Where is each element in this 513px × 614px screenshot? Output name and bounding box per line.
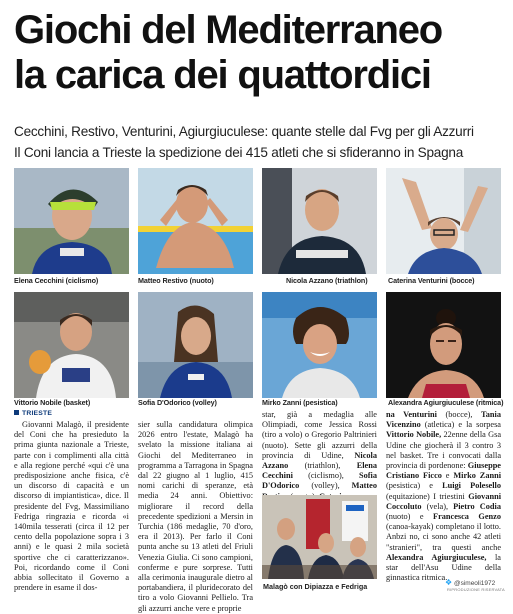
copyright-notice: RIPRODUZIONE RISERVATA xyxy=(447,587,505,592)
subheadline xyxy=(14,121,509,163)
photo-cecchini xyxy=(14,168,129,274)
headline-line-1: Giochi del Mediterraneo xyxy=(14,8,443,52)
article-column-1: Giovanni Malagò, il presidente del Coni che ha presieduto la prima giunta nazionale a Trieste, parte con i complimenti alla città e alla regione perché «qui c'è una predisposizione anche fisica, c'è un discorso di capacità e un discorso di impiantistica», dice. Il presidente del Fvg, Massimiliano Fedriga ringrazia e ricorda «i 140mila tesserati (circa il 12 per cento della popolazione sopra i 3 anni) e le quasi 2 mila società sportive che ci caratterizzano». Poi, ricordando come il Coni abbia sollecitato il Governo a prendere in esame il dos- xyxy=(14,420,129,593)
caption-nobile: Vittorio Nobile (basket) xyxy=(14,398,91,407)
article-column-3: star, già a medaglia alle Olimpiadi, come Jessica Rossi (tiro a volo) o Gregorio Paltrinieri (nuoto). Sette gli azzurri della provincia di Udine, Nicola Azzano (triathlon), Elena Cecchini (ciclismo), Sofia D'Odorico (volley), Matteo xyxy=(262,410,378,491)
article-column-2: sier sulla candidatura olimpica 2026 entro l'estate, Malagò ha svelato la missione italiana ai Giochi del Mediterraneo in programma a Tarragona in Spagna dal 22 giugno al 1 luglio, 415 nomi carichi di speranze, età media 24 anni. Obiettivo: migliorare il record della precedente spedizioni a Mersin in Turchia (186 medaglie, 70 d'oro, era il 2013). Per farlo il Coni punta anche su 13 atleti del Friuli Venezia Giulia. Ci sono campioni, conferme e pure sorprese. Tutti alla cerimonia inaugurale dietro al portabandiera, il pluridecorato del tiro a volo Giovanni Pellielo. Tra gli azzurri anche vere e proprie xyxy=(138,420,253,613)
caption-cecchini: Elena Cecchini (ciclismo) xyxy=(14,276,99,285)
section-marker xyxy=(14,410,19,415)
twitter-handle[interactable]: ❖ @simeoli1972 RIPRODUZIONE RISERVATA xyxy=(445,578,505,592)
photo-zanni xyxy=(262,292,377,398)
section-label: TRIESTE xyxy=(14,410,52,417)
caption-azzano: Nicola Azzano (triathlon) xyxy=(286,276,368,285)
photo-venturini xyxy=(386,168,501,274)
bottom-photo-caption: Malagò con Dipiazza e Fedriga xyxy=(263,582,368,591)
headline-line-2: la carica dei quattordici xyxy=(14,53,431,97)
photo-agiurgiuculese xyxy=(386,292,501,398)
caption-restivo: Matteo Restivo (nuoto) xyxy=(138,276,214,285)
photo-restivo xyxy=(138,168,253,274)
caption-agiurgiuculese: Alexandra Agiurgiuculese (ritmica) xyxy=(388,398,504,407)
caption-zanni: Mirko Zanni (pesistica) xyxy=(262,398,338,407)
caption-venturini: Caterina Venturini (bocce) xyxy=(388,276,475,285)
photo-malago xyxy=(262,495,377,579)
photo-dodorico xyxy=(138,292,253,398)
photo-nobile xyxy=(14,292,129,398)
article-column-4: na Venturini (bocce), Tania Vicenzino (atletica) e la sorpesa Vittorio Nobile, 22enne della Gsa Udine che giocherà il 3 contro 3 nel basket. Tre i convocati dalla provincia di pordenone: Giuseppe Cristiano Ficco e Mirko Zanni (pesistica) e Luigi Polesello (equitazione) I triestini Giovanni Coccoluto (vela), Pietro Codia (nuoto) e Francesca Genzo (canoa-kayak) completano il lotto. Anbzi no, ci sono anche 42 atleti "stranieri", tra questi anche Alexandra Agiurgiuculese, la star dell'Asu Udine della ginnastica ritmica. xyxy=(386,410,502,583)
photo-azzano xyxy=(262,168,377,274)
headline xyxy=(14,8,504,98)
twitter-bird-icon: ❖ xyxy=(445,578,453,587)
subheadline-line-1: Cecchini, Restivo, Venturini, Agiurgiuculese: quante stelle dal Fvg per gli Azzurri xyxy=(14,124,474,139)
subheadline-line-2: Il Coni lancia a Trieste la spedizione dei 415 atleti che si sfideranno in Spagna xyxy=(14,145,464,160)
caption-dodorico: Sofia D'Odorico (volley) xyxy=(138,398,217,407)
